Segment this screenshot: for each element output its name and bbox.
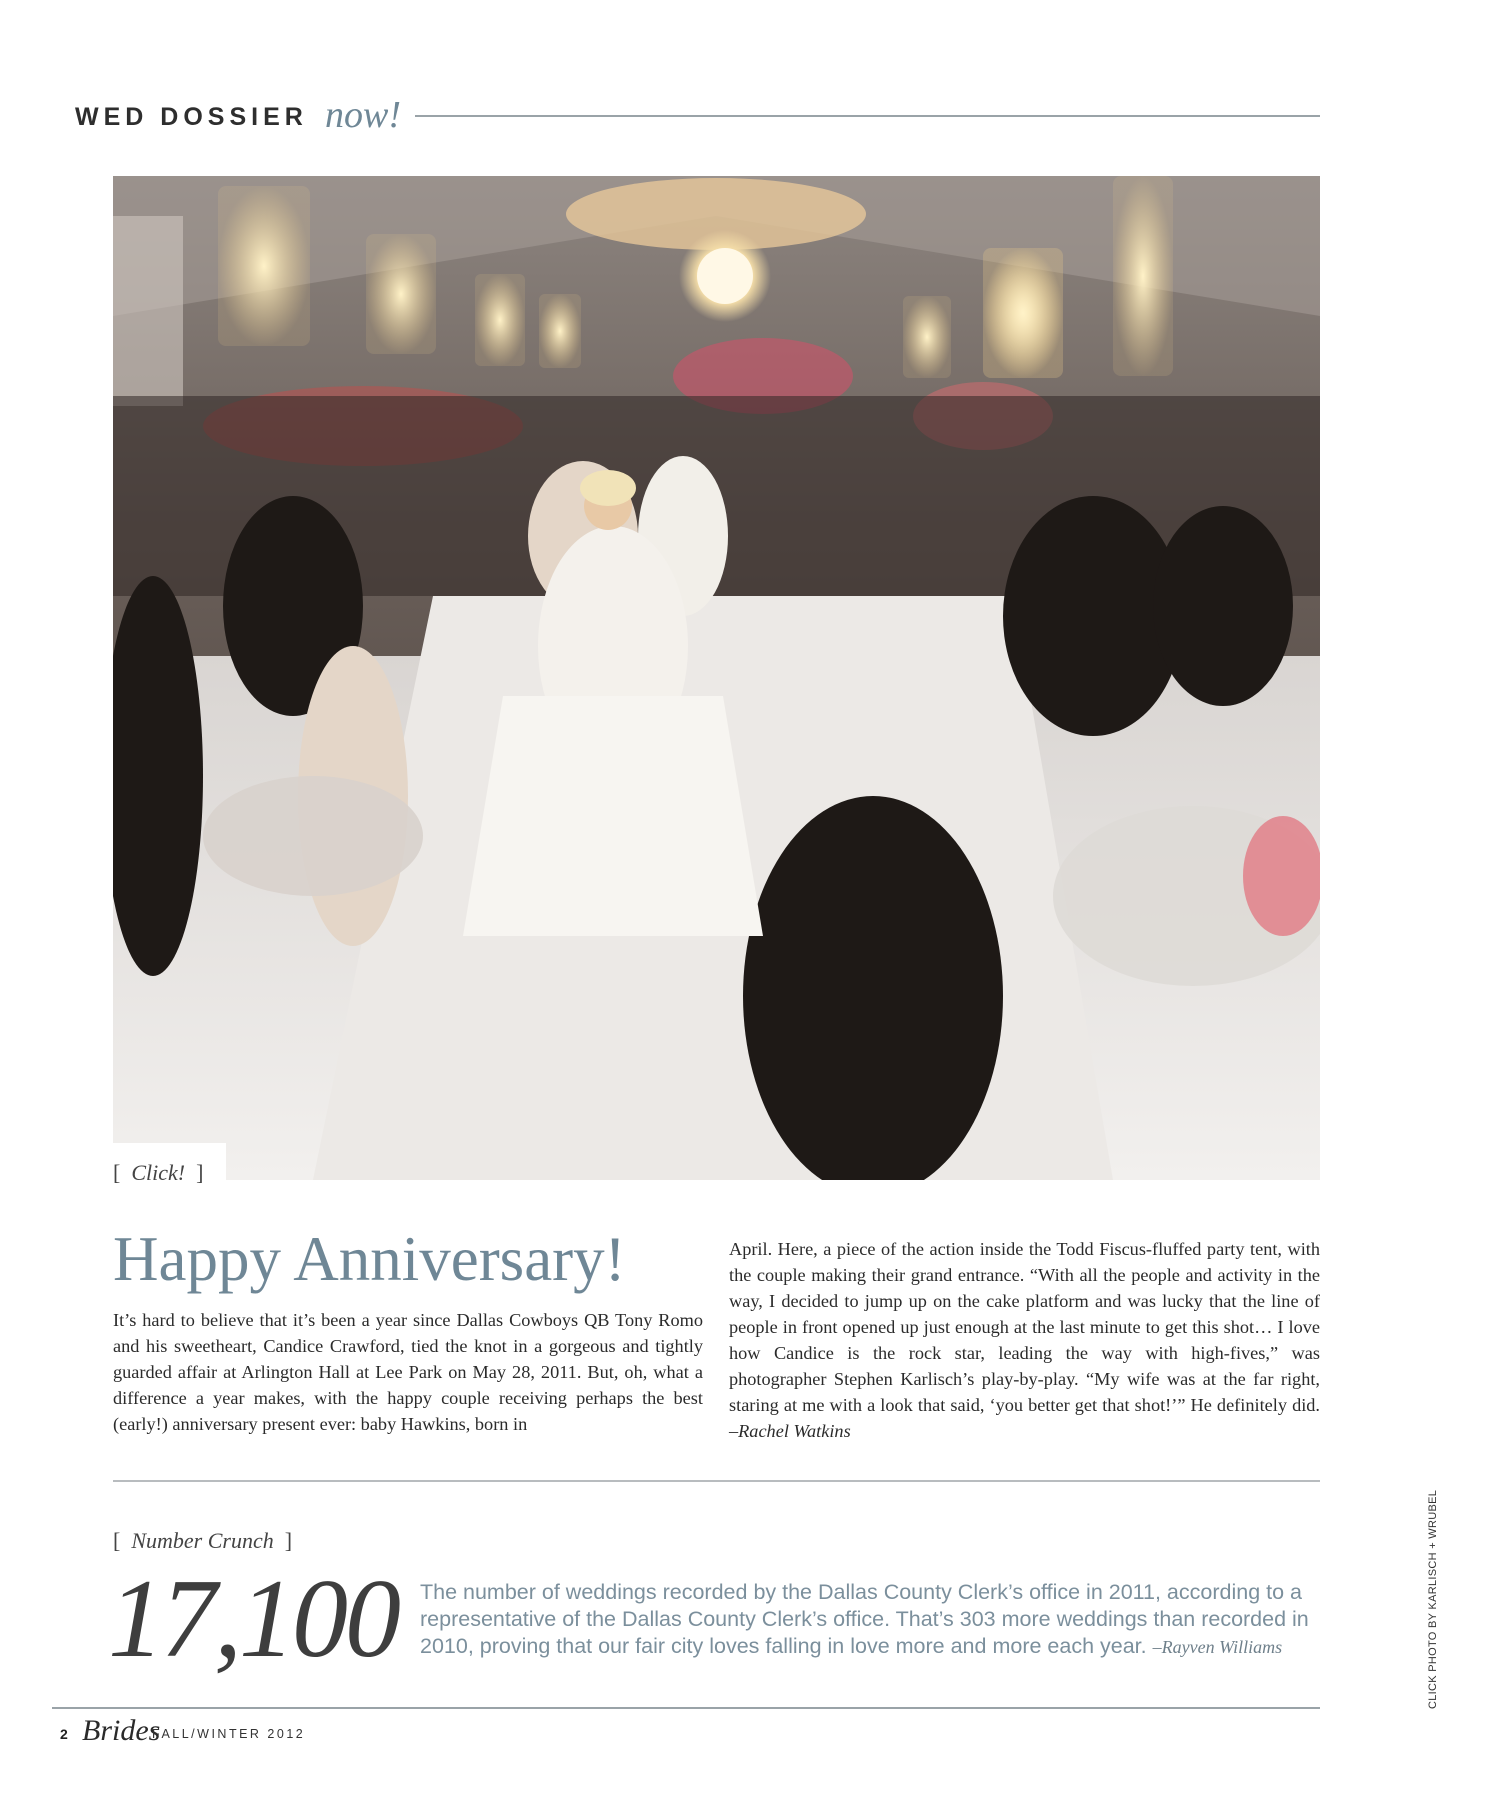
bracket-open: [ [113,1528,121,1553]
section-header [75,95,1320,135]
issue-date: FALL/WINTER 2012 [152,1727,306,1741]
footer-rule [52,1707,1320,1709]
article-column-left: It’s hard to believe that it’s been a year since Dallas Cowboys QB Tony Romo and his sweetheart, Candice Crawford, tied the knot in a gorgeous and tightly guarded affair at Arlington Hall at Lee Park on May 28, 2011. But, oh, what a difference a year makes, with the happy couple receiving perhaps the best (early!) anniversary present ever: baby Hawkins, born in [113,1310,703,1434]
wedding-reception-photo [113,176,1320,1180]
big-number: 17,100 [108,1557,398,1681]
section-accent: now! [325,94,401,136]
number-crunch-label [113,1528,292,1554]
brides-logo: Brides [82,1714,161,1747]
page-number: 2 [60,1726,68,1742]
number-crunch-label-text: Number Crunch [131,1528,274,1553]
number-crunch-body: The number of weddings recorded by the Dallas County Clerk’s office in 2011, according to a representative of the Dallas County Clerk’s office. That’s 303 more weddings than recorded in 2010, proving that our fair city loves falling in love more and more each year. [420,1580,1309,1658]
article-byline: –Rachel Watkins [729,1421,851,1441]
bracket-open: [ [113,1160,121,1185]
number-crunch-byline: –Rayven Williams [1152,1637,1283,1657]
number-crunch-text [420,1579,1320,1661]
header-rule [415,115,1320,117]
click-label [113,1160,203,1186]
article-headline: Happy Anniversary! [113,1224,626,1294]
photo-credit: CLICK PHOTO BY KARLISCH + WRUBEL [1427,1489,1439,1709]
bracket-close: ] [284,1528,293,1553]
section-divider [113,1480,1320,1482]
article-column-right [729,1236,1320,1444]
section-title: WED DOSSIER [75,103,308,131]
click-label-text: Click! [131,1160,186,1185]
page-footer [60,1714,460,1754]
bracket-close: ] [196,1160,204,1185]
article-column-right-text: April. Here, a piece of the action inside the Todd Fiscus-fluffed party tent, with the couple making their grand entrance. “With all the people and activity in the way, I decided to jump up on the cake platform and was lucky that the line of people in front opened up just enough at the last minute to get this shot… I love how Candice is the rock star, leading the way with high-fives,” was photographer Stephen Karlisch’s play-by-play. “My wife was at the far right, staring at me with a look that said, ‘you better get that shot!’” He definitely did. [729,1239,1320,1415]
